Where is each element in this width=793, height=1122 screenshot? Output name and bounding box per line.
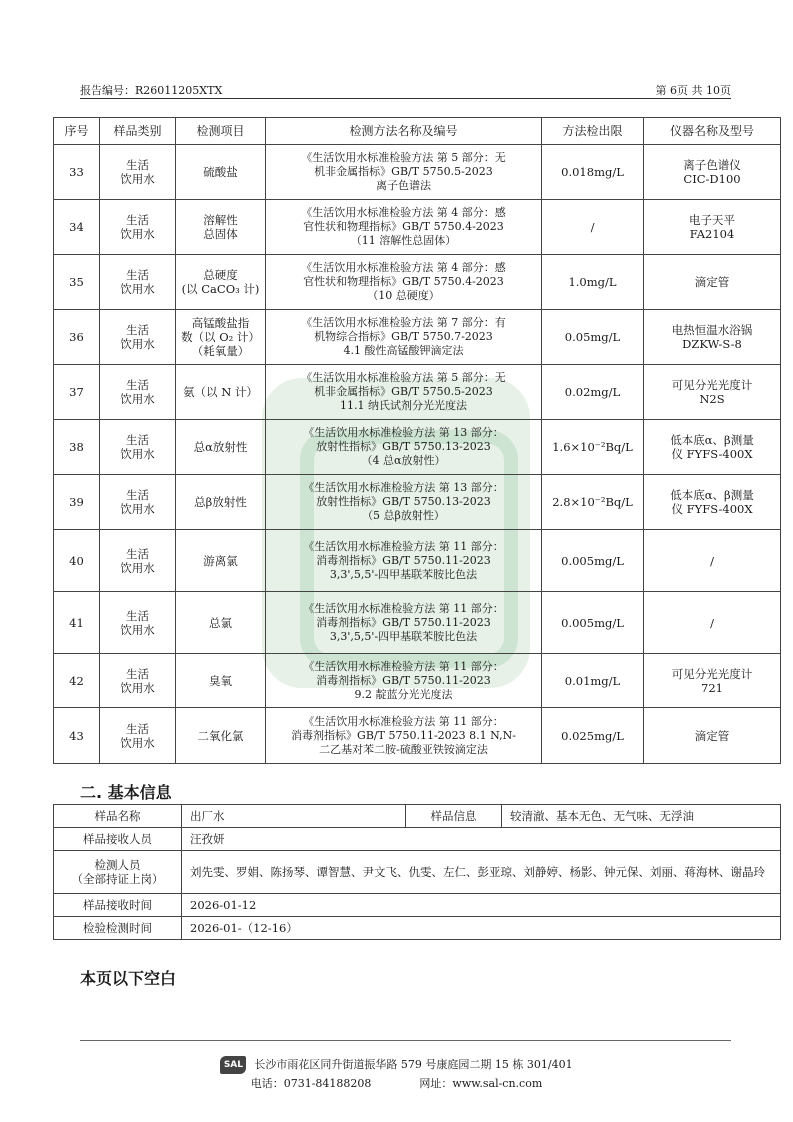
table-row xyxy=(54,255,781,310)
cell-item: 总α放射性 xyxy=(176,420,266,475)
table-row xyxy=(54,530,781,592)
test-time-label: 检验检测时间 xyxy=(54,917,182,940)
cell-instrument: 低本底α、β测量 仪 FYFS-400X xyxy=(644,475,781,530)
cell-limit: 0.005mg/L xyxy=(542,592,644,654)
basic-info-table xyxy=(53,804,781,940)
cell-limit: 0.018mg/L xyxy=(542,145,644,200)
cell-instrument: 可见分光光度计 N2S xyxy=(644,365,781,420)
cell-limit: 0.02mg/L xyxy=(542,365,644,420)
cell-instrument: 低本底α、β测量 仪 FYFS-400X xyxy=(644,420,781,475)
cell-no: 42 xyxy=(54,654,100,708)
sample-info-value: 较清澈、基本无色、无气味、无浮油 xyxy=(502,805,781,828)
cell-no: 33 xyxy=(54,145,100,200)
cell-method: 《生活饮用水标准检验方法 第 5 部分：无 机非金属指标》GB/T 5750.5-2023 11.1 纳氏试剂分光光度法 xyxy=(266,365,542,420)
cell-method: 《生活饮用水标准检验方法 第 7 部分：有 机物综合指标》GB/T 5750.7-2023 4.1 酸性高锰酸钾滴定法 xyxy=(266,310,542,365)
cell-instrument: 电子天平 FA2104 xyxy=(644,200,781,255)
cell-method: 《生活饮用水标准检验方法 第 11 部分： 消毒剂指标》GB/T 5750.11-2023 3,3',5,5'-四甲基联苯胺比色法 xyxy=(266,592,542,654)
cell-instrument: 离子色谱仪 CIC-D100 xyxy=(644,145,781,200)
cell-no: 43 xyxy=(54,708,100,764)
cell-method: 《生活饮用水标准检验方法 第 11 部分： 消毒剂指标》GB/T 5750.11-2023 3,3',5,5'-四甲基联苯胺比色法 xyxy=(266,530,542,592)
cell-cat: 生活 饮用水 xyxy=(100,530,176,592)
cell-method: 《生活饮用水标准检验方法 第 4 部分：感 官性状和物理指标》GB/T 5750.4-2023 （11 溶解性总固体） xyxy=(266,200,542,255)
table-row xyxy=(54,654,781,708)
column-header: 样品类别 xyxy=(100,118,176,145)
table-row xyxy=(54,200,781,255)
sal-logo-icon: SAL xyxy=(220,1056,246,1074)
cell-item: 氨（以 N 计） xyxy=(176,365,266,420)
column-header: 检测项目 xyxy=(176,118,266,145)
page-number: 第 6页 共 10页 xyxy=(655,84,731,97)
report-number: 报告编号：R26011205XTX xyxy=(80,84,223,97)
cell-instrument: / xyxy=(644,530,781,592)
page-header xyxy=(80,82,731,99)
cell-no: 34 xyxy=(54,200,100,255)
methods-table xyxy=(53,117,781,764)
cell-no: 35 xyxy=(54,255,100,310)
cell-cat: 生活 饮用水 xyxy=(100,654,176,708)
receiver-value: 汪孜妍 xyxy=(182,828,781,851)
cell-limit: 0.05mg/L xyxy=(542,310,644,365)
section-title: 二. 基本信息 xyxy=(80,783,172,802)
cell-item: 高锰酸盐指 数（以 O₂ 计） （耗氧量） xyxy=(176,310,266,365)
cell-item: 总β放射性 xyxy=(176,475,266,530)
cell-cat: 生活 饮用水 xyxy=(100,475,176,530)
table-row xyxy=(54,145,781,200)
cell-limit: 0.01mg/L xyxy=(542,654,644,708)
cell-cat: 生活 饮用水 xyxy=(100,708,176,764)
cell-instrument: 滴定管 xyxy=(644,255,781,310)
cell-instrument: 电热恒温水浴锅 DZKW-S-8 xyxy=(644,310,781,365)
cell-no: 38 xyxy=(54,420,100,475)
footer-divider xyxy=(80,1040,731,1041)
cell-instrument: 滴定管 xyxy=(644,708,781,764)
cell-item: 总硬度 (以 CaCO₃ 计) xyxy=(176,255,266,310)
cell-no: 36 xyxy=(54,310,100,365)
cell-limit: 1.0mg/L xyxy=(542,255,644,310)
cell-no: 39 xyxy=(54,475,100,530)
cell-instrument: / xyxy=(644,592,781,654)
sample-name-value: 出厂水 xyxy=(182,805,406,828)
cell-item: 二氧化氯 xyxy=(176,708,266,764)
table-row xyxy=(54,310,781,365)
cell-item: 游离氯 xyxy=(176,530,266,592)
cell-no: 41 xyxy=(54,592,100,654)
cell-item: 臭氧 xyxy=(176,654,266,708)
receive-time-value: 2026-01-12 xyxy=(182,894,781,917)
receive-time-label: 样品接收时间 xyxy=(54,894,182,917)
table-row xyxy=(54,708,781,764)
column-header: 检测方法名称及编号 xyxy=(266,118,542,145)
cell-cat: 生活 饮用水 xyxy=(100,200,176,255)
cell-cat: 生活 饮用水 xyxy=(100,145,176,200)
sample-name-label: 样品名称 xyxy=(54,805,182,828)
page-footer xyxy=(0,1055,793,1093)
cell-no: 40 xyxy=(54,530,100,592)
column-header: 仪器名称及型号 xyxy=(644,118,781,145)
receiver-label: 样品接收人员 xyxy=(54,828,182,851)
cell-method: 《生活饮用水标准检验方法 第 5 部分：无 机非金属指标》GB/T 5750.5-2023 离子色谱法 xyxy=(266,145,542,200)
table-row xyxy=(54,420,781,475)
blank-note: 本页以下空白 xyxy=(80,969,177,988)
cell-limit: 2.8×10⁻²Bq/L xyxy=(542,475,644,530)
cell-cat: 生活 饮用水 xyxy=(100,420,176,475)
footer-address: 长沙市雨花区同升街道振华路 579 号康庭园二期 15 栋 301/401 xyxy=(254,1058,573,1071)
cell-limit: 0.025mg/L xyxy=(542,708,644,764)
table-header-row xyxy=(54,118,781,145)
cell-no: 37 xyxy=(54,365,100,420)
sample-info-label: 样品信息 xyxy=(406,805,502,828)
cell-method: 《生活饮用水标准检验方法 第 13 部分： 放射性指标》GB/T 5750.13-2023 （5 总β放射性） xyxy=(266,475,542,530)
footer-phone: 电话：0731-84188208 xyxy=(250,1077,372,1090)
cell-item: 溶解性 总固体 xyxy=(176,200,266,255)
cell-method: 《生活饮用水标准检验方法 第 11 部分： 消毒剂指标》GB/T 5750.11-2023 9.2 靛蓝分光光度法 xyxy=(266,654,542,708)
cell-cat: 生活 饮用水 xyxy=(100,255,176,310)
column-header: 序号 xyxy=(54,118,100,145)
table-row xyxy=(54,592,781,654)
cell-limit: 1.6×10⁻²Bq/L xyxy=(542,420,644,475)
cell-item: 硫酸盐 xyxy=(176,145,266,200)
table-row xyxy=(54,365,781,420)
cell-cat: 生活 饮用水 xyxy=(100,365,176,420)
table-row xyxy=(54,475,781,530)
column-header: 方法检出限 xyxy=(542,118,644,145)
cell-cat: 生活 饮用水 xyxy=(100,310,176,365)
cell-limit: / xyxy=(542,200,644,255)
cell-method: 《生活饮用水标准检验方法 第 4 部分：感 官性状和物理指标》GB/T 5750.4-2023 （10 总硬度） xyxy=(266,255,542,310)
testers-label: 检测人员 （全部持证上岗） xyxy=(54,851,182,894)
cell-method: 《生活饮用水标准检验方法 第 13 部分： 放射性指标》GB/T 5750.13-2023 （4 总α放射性） xyxy=(266,420,542,475)
cell-item: 总氯 xyxy=(176,592,266,654)
footer-website: 网址：www.sal-cn.com xyxy=(419,1077,543,1090)
cell-limit: 0.005mg/L xyxy=(542,530,644,592)
testers-value: 刘先雯、罗娟、陈扬琴、谭智慧、尹文飞、仇雯、左仁、彭亚琼、刘静婷、杨影、钟元保、刘丽、蒋海林、谢晶玲 xyxy=(182,851,781,894)
test-time-value: 2026-01-（12-16） xyxy=(182,917,781,940)
cell-method: 《生活饮用水标准检验方法 第 11 部分： 消毒剂指标》GB/T 5750.11-2023 8.1 N,N- 二乙基对苯二胺-硫酸亚铁铵滴定法 xyxy=(266,708,542,764)
cell-cat: 生活 饮用水 xyxy=(100,592,176,654)
cell-instrument: 可见分光光度计 721 xyxy=(644,654,781,708)
